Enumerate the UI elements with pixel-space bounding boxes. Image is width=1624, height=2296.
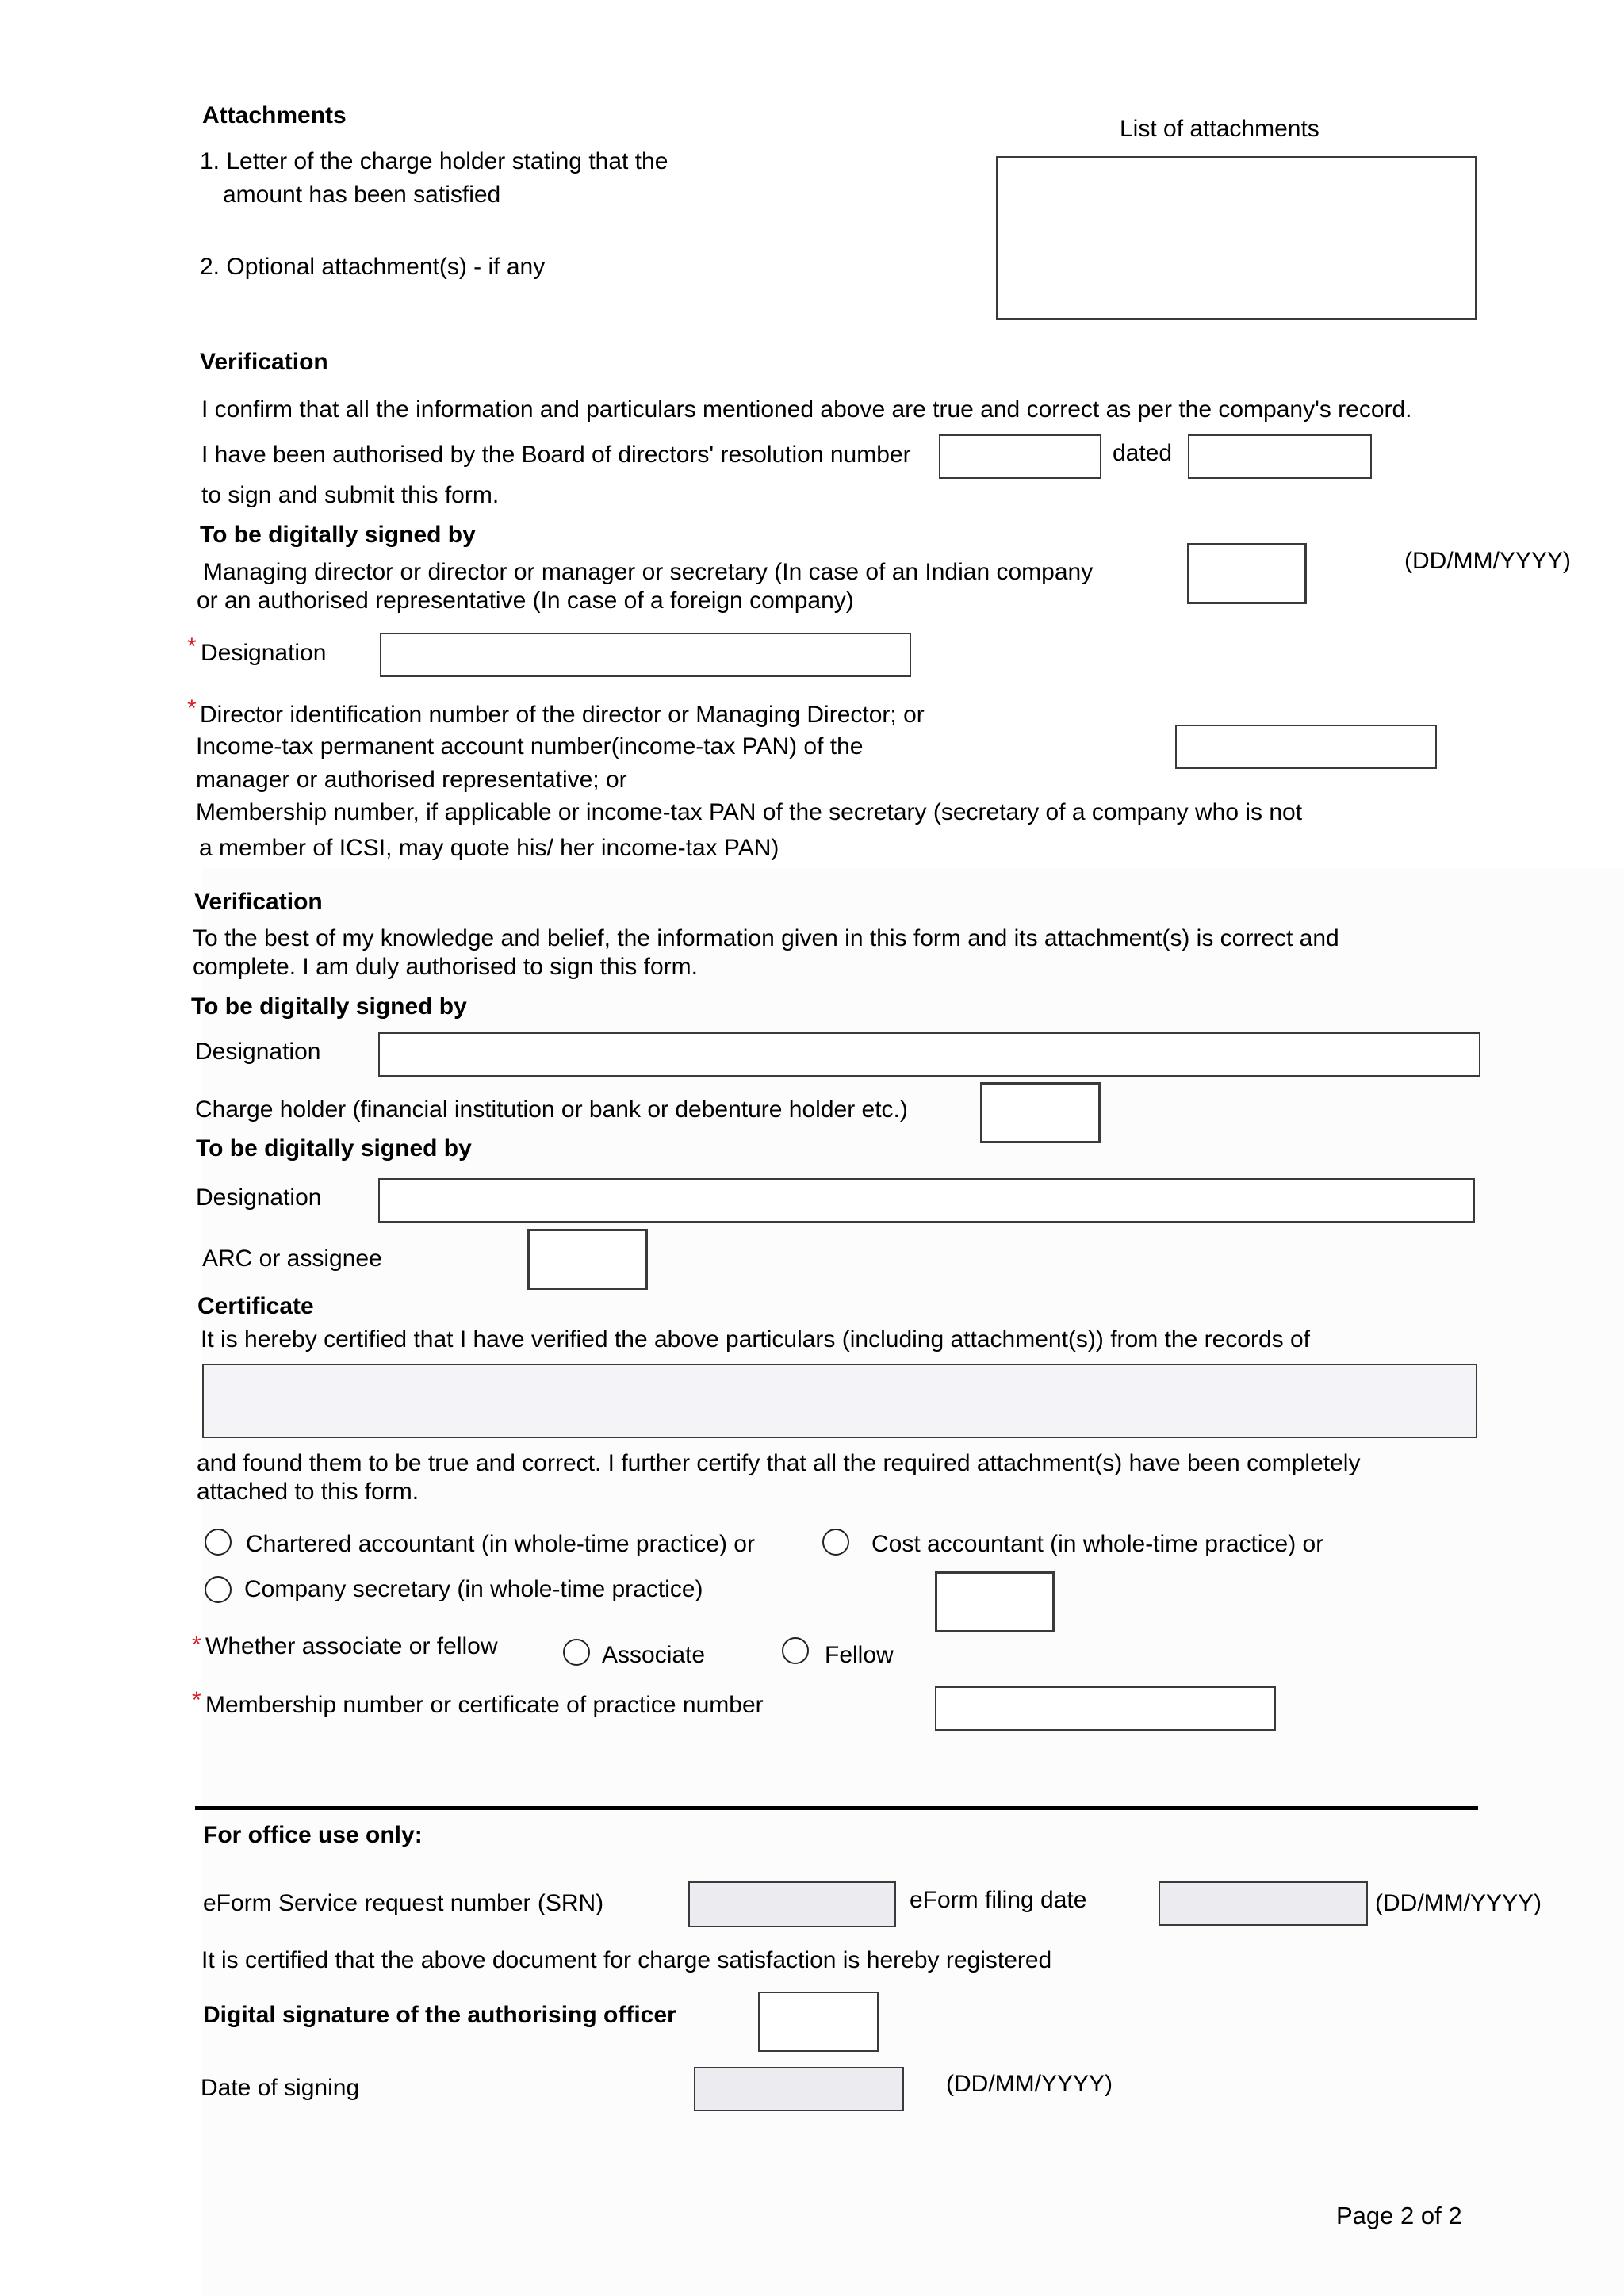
associate-fellow-label: Whether associate or fellow: [205, 1633, 498, 1659]
digitally-signed-by-heading-2: To be digitally signed by: [191, 993, 467, 1020]
charge-holder-label: Charge holder (financial institution or bank or debenture holder etc.): [195, 1096, 908, 1123]
found-true-line1: and found them to be true and correct. I further certify that all the required attachment(s) have been completely: [197, 1450, 1361, 1476]
associate-radio[interactable]: [563, 1639, 590, 1666]
required-asterisk: *: [187, 633, 197, 660]
digital-signature-box[interactable]: [1187, 543, 1307, 604]
verification-2-line2: complete. I am duly authorised to sign this form.: [193, 954, 698, 980]
membership-number-field[interactable]: [935, 1686, 1276, 1731]
filing-date-label: eForm filing date: [910, 1887, 1087, 1913]
attachment-item-2: 2. Optional attachment(s) - if any: [200, 254, 546, 280]
din-pan-field[interactable]: [1175, 725, 1437, 769]
company-secretary-radio[interactable]: [205, 1576, 232, 1603]
attachment-item-1-line1: 1. Letter of the charge holder stating that the: [200, 148, 668, 174]
din-line1: Director identification number of the director or Managing Director; or: [200, 702, 925, 728]
resolution-date-field[interactable]: [1188, 434, 1372, 479]
certificate-heading: Certificate: [197, 1293, 314, 1319]
associate-label: Associate: [602, 1642, 706, 1668]
confirm-text: I confirm that all the information and particulars mentioned above are true and correct as per the company's record.: [201, 396, 1412, 423]
cost-accountant-radio[interactable]: [822, 1529, 849, 1556]
authorised-text: I have been authorised by the Board of directors' resolution number: [201, 442, 911, 468]
fellow-label: Fellow: [825, 1642, 894, 1668]
date-of-signing-label: Date of signing: [201, 2075, 360, 2101]
digitally-signed-by-heading-3: To be digitally signed by: [196, 1135, 472, 1161]
arc-assignee-label: ARC or assignee: [202, 1246, 382, 1272]
certificate-line1: It is hereby certified that I have verified the above particulars (including attachment(s)) from the records of: [201, 1326, 1310, 1353]
charge-holder-signature-box[interactable]: [980, 1082, 1101, 1143]
srn-label: eForm Service request number (SRN): [203, 1890, 604, 1916]
officer-signature-box[interactable]: [758, 1992, 879, 2052]
required-asterisk: *: [192, 1687, 201, 1713]
found-true-line2: attached to this form.: [197, 1479, 419, 1505]
din-line3: manager or authorised representative; or: [196, 767, 627, 793]
designation-field[interactable]: [380, 633, 911, 677]
designation-label-2: Designation: [195, 1039, 321, 1065]
chartered-accountant-label: Chartered accountant (in whole-time practice) or: [246, 1531, 755, 1557]
signer-line2: or an authorised representative (In case of a foreign company): [197, 587, 854, 614]
attachments-list-box[interactable]: [996, 156, 1477, 320]
page-number: Page 2 of 2: [1336, 2202, 1462, 2229]
date-format-hint: (DD/MM/YYYY): [1404, 548, 1571, 574]
din-line4: Membership number, if applicable or income-tax PAN of the secretary (secretary of a company who is not: [196, 799, 1303, 825]
designation-field-2[interactable]: [378, 1032, 1480, 1077]
chartered-accountant-radio[interactable]: [205, 1529, 232, 1556]
required-asterisk: *: [192, 1632, 201, 1658]
din-line2: Income-tax permanent account number(income-tax PAN) of the: [196, 733, 864, 760]
designation-label: Designation: [201, 640, 327, 666]
cost-accountant-label: Cost accountant (in whole-time practice) or: [871, 1531, 1324, 1557]
registered-certification-text: It is certified that the above document for charge satisfaction is hereby registered: [201, 1947, 1052, 1973]
fellow-radio[interactable]: [782, 1637, 809, 1664]
designation-label-3: Designation: [196, 1184, 322, 1211]
date-of-signing-field[interactable]: [694, 2067, 904, 2111]
arc-signature-box[interactable]: [527, 1229, 648, 1290]
designation-field-3[interactable]: [378, 1178, 1475, 1223]
digitally-signed-by-heading: To be digitally signed by: [200, 522, 476, 548]
required-asterisk: *: [187, 695, 197, 721]
section-divider: [195, 1806, 1478, 1810]
srn-field[interactable]: [688, 1881, 896, 1927]
filing-date-field[interactable]: [1159, 1881, 1368, 1926]
verification-2-heading: Verification: [194, 889, 323, 915]
din-line5: a member of ICSI, may quote his/ her income-tax PAN): [199, 835, 779, 861]
date-of-signing-format: (DD/MM/YYYY): [946, 2071, 1113, 2097]
verification-heading: Verification: [200, 349, 328, 375]
professional-signature-box[interactable]: [935, 1571, 1055, 1632]
list-of-attachments-label: List of attachments: [1120, 116, 1320, 142]
company-secretary-label: Company secretary (in whole-time practice): [244, 1576, 703, 1602]
filing-date-format: (DD/MM/YYYY): [1375, 1890, 1542, 1916]
membership-number-label: Membership number or certificate of practice number: [205, 1692, 764, 1718]
sign-submit-text: to sign and submit this form.: [201, 482, 500, 508]
resolution-number-field[interactable]: [939, 434, 1101, 479]
dated-label: dated: [1113, 440, 1173, 466]
office-use-heading: For office use only:: [203, 1822, 423, 1848]
signer-line1: Managing director or director or manager or secretary (In case of an Indian company: [203, 559, 1094, 585]
authorising-officer-signature-label: Digital signature of the authorising officer: [203, 2002, 676, 2028]
attachment-item-1-line2: amount has been satisfied: [223, 182, 501, 208]
company-name-field[interactable]: [202, 1364, 1477, 1438]
attachments-heading: Attachments: [202, 102, 347, 128]
verification-2-line1: To the best of my knowledge and belief, the information given in this form and its attachment(s) is correct and: [193, 925, 1339, 951]
